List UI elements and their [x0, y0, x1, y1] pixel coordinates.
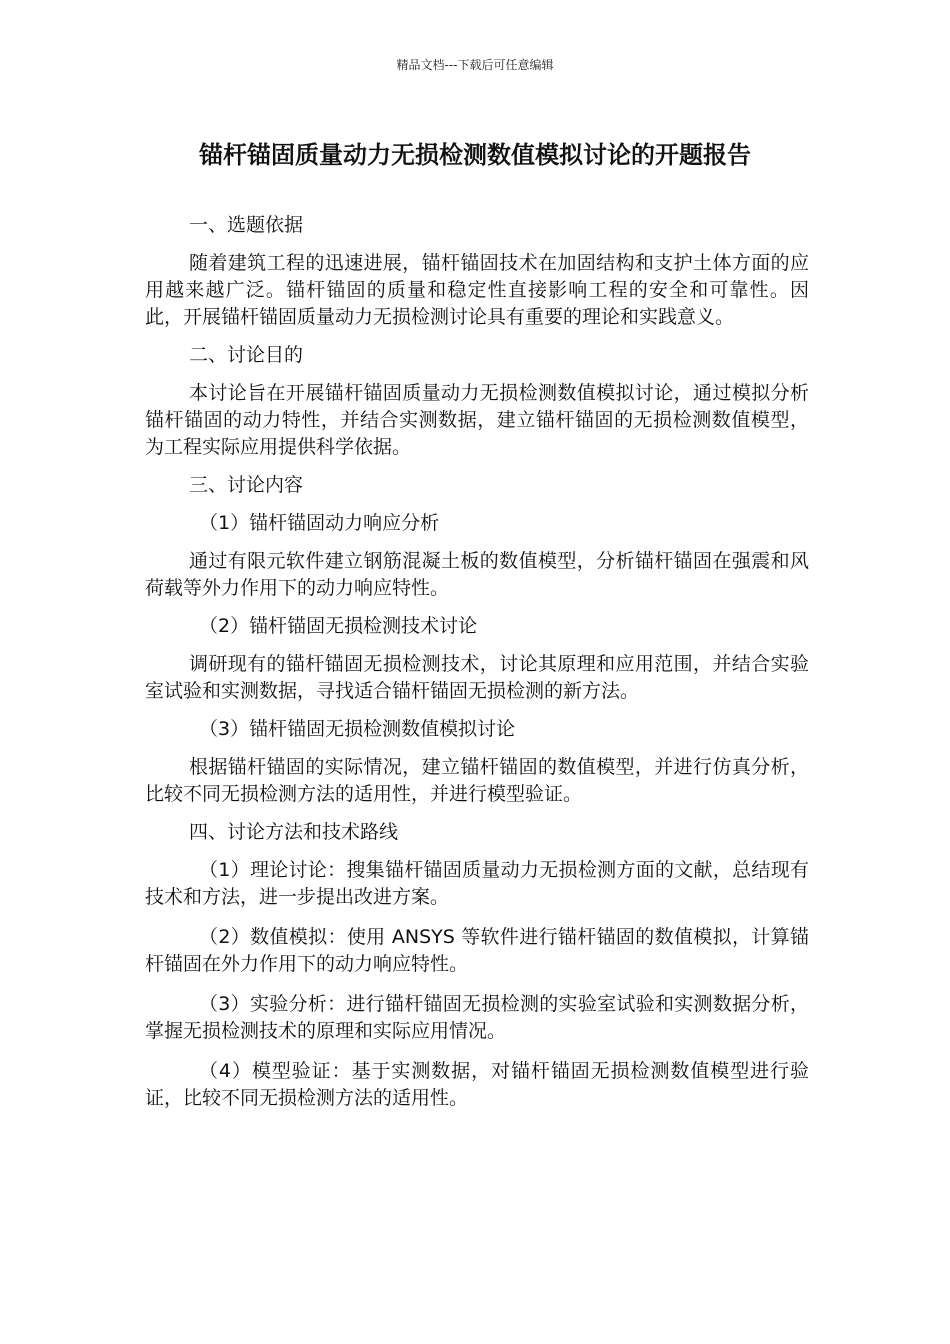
subheading-numerical-simulation: （3）锚杆锚固无损检测数值模拟讨论: [199, 718, 516, 740]
paragraph-ndt-technique: 调研现有的锚杆锚固无损检测技术，讨论其原理和应用范围，并结合实验室试验和实测数据，寻找适合锚杆锚固无损检测的新方法。: [145, 653, 809, 702]
method-item-theory: （1）理论讨论：搜集锚杆锚固质量动力无损检测方面的文献，总结现有技术和方法，进一步提出改进方案。: [145, 859, 809, 908]
paragraph-numerical-simulation: 根据锚杆锚固的实际情况，建立锚杆锚固的数值模型，并进行仿真分析，比较不同无损检测方法的适用性，并进行模型验证。: [145, 756, 809, 805]
section-heading-content: 三、讨论内容: [189, 474, 304, 496]
section-heading-purpose: 二、讨论目的: [189, 344, 304, 366]
paragraph-purpose: 本讨论旨在开展锚杆锚固质量动力无损检测数值模拟讨论，通过模拟分析锚杆锚固的动力特性，并结合实测数据，建立锚杆锚固的无损检测数值模型，为工程实际应用提供科学依据。: [145, 382, 809, 458]
method-item-experiment: （3）实验分析：进行锚杆锚固无损检测的实验室试验和实测数据分析，掌握无损检测技术的原理和实际应用情况。: [145, 993, 809, 1042]
page-header: 精品文档---下载后可任意编辑: [396, 58, 554, 72]
subheading-ndt-technique: （2）锚杆锚固无损检测技术讨论: [199, 615, 478, 637]
document-body: [145, 212, 809, 1112]
section-heading-basis: 一、选题依据: [189, 214, 304, 236]
document-title: 锚杆锚固质量动力无损检测数值模拟讨论的开题报告: [199, 141, 751, 169]
paragraph-basis: 随着建筑工程的迅速进展，锚杆锚固技术在加固结构和支护土体方面的应用越来越广泛。锚杆锚固的质量和稳定性直接影响工程的安全和可靠性。因此，开展锚杆锚固质量动力无损检测讨论具有重要的理论和实践意义。: [145, 252, 809, 328]
section-heading-methods: 四、讨论方法和技术路线: [189, 821, 399, 843]
subheading-dynamic-response: （1）锚杆锚固动力响应分析: [199, 512, 440, 534]
method-item-simulation: （2）数值模拟：使用 ANSYS 等软件进行锚杆锚固的数值模拟，计算锚杆锚固在外力作用下的动力响应特性。: [145, 926, 809, 975]
method-item-validation: （4）模型验证：基于实测数据，对锚杆锚固无损检测数值模型进行验证，比较不同无损检测方法的适用性。: [145, 1060, 809, 1109]
paragraph-dynamic-response: 通过有限元软件建立钢筋混凝土板的数值模型，分析锚杆锚固在强震和风荷载等外力作用下的动力响应特性。: [145, 550, 809, 599]
